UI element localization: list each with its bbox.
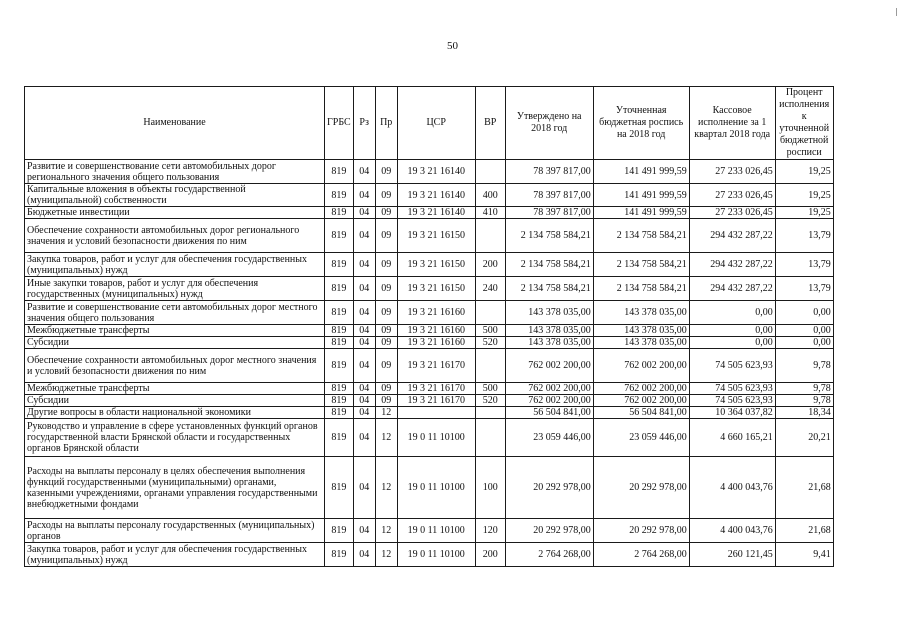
cell-vr: 500	[475, 325, 505, 337]
cell-vr	[475, 419, 505, 457]
cell-cash: 0,00	[689, 337, 775, 349]
cell-csr: 19 3 21 16170	[397, 383, 475, 395]
cell-percent: 9,78	[775, 383, 833, 395]
cell-approved: 143 378 035,00	[505, 325, 593, 337]
table-row	[25, 277, 834, 301]
cell-rz: 04	[353, 184, 375, 207]
table-row	[25, 543, 834, 567]
cell-refined: 56 504 841,00	[593, 407, 689, 419]
table-row	[25, 184, 834, 207]
cell-name: Межбюджетные трансферты	[25, 325, 325, 337]
budget-table	[24, 86, 834, 567]
cell-grbs: 819	[325, 337, 354, 349]
cell-name: Бюджетные инвестиции	[25, 207, 325, 219]
cell-approved: 762 002 200,00	[505, 395, 593, 407]
cell-approved: 762 002 200,00	[505, 383, 593, 395]
cell-refined: 2 134 758 584,21	[593, 277, 689, 301]
table-row	[25, 395, 834, 407]
cell-refined: 762 002 200,00	[593, 349, 689, 383]
cell-rz: 04	[353, 207, 375, 219]
cell-name: Иные закупки товаров, работ и услуг для обеспечения государственных (муниципальных) нужд	[25, 277, 325, 301]
cell-refined: 143 378 035,00	[593, 301, 689, 325]
cell-vr: 520	[475, 337, 505, 349]
header-percent: Процент исполнения к уточненной бюджетной росписи	[775, 87, 833, 160]
cell-grbs: 819	[325, 419, 354, 457]
cell-grbs: 819	[325, 277, 354, 301]
table-row	[25, 160, 834, 184]
cell-name: Развитие и совершенствование сети автомобильных дорог регионального значения общего пользования	[25, 160, 325, 184]
cell-pr: 09	[375, 253, 397, 277]
cell-name: Другие вопросы в области национальной экономики	[25, 407, 325, 419]
cell-csr: 19 3 21 16150	[397, 277, 475, 301]
cell-csr: 19 0 11 10100	[397, 519, 475, 543]
cell-percent: 21,68	[775, 457, 833, 519]
cell-vr	[475, 301, 505, 325]
cell-csr: 19 3 21 16170	[397, 349, 475, 383]
table-row	[25, 219, 834, 253]
cell-pr: 09	[375, 337, 397, 349]
header-cash: Кассовое исполнение за 1 квартал 2018 года	[689, 87, 775, 160]
cell-cash: 4 660 165,21	[689, 419, 775, 457]
cell-percent: 19,25	[775, 160, 833, 184]
cell-grbs: 819	[325, 383, 354, 395]
cell-approved: 143 378 035,00	[505, 301, 593, 325]
cell-pr: 09	[375, 383, 397, 395]
cell-pr: 09	[375, 184, 397, 207]
cell-csr: 19 0 11 10100	[397, 419, 475, 457]
cell-cash: 27 233 026,45	[689, 207, 775, 219]
cell-pr: 09	[375, 160, 397, 184]
cell-vr	[475, 160, 505, 184]
cell-percent: 19,25	[775, 184, 833, 207]
cell-refined: 762 002 200,00	[593, 383, 689, 395]
cell-name: Межбюджетные трансферты	[25, 383, 325, 395]
cell-vr: 410	[475, 207, 505, 219]
cell-approved: 78 397 817,00	[505, 184, 593, 207]
header-name: Наименование	[25, 87, 325, 160]
cell-vr: 240	[475, 277, 505, 301]
cell-csr: 19 3 21 16150	[397, 253, 475, 277]
cell-grbs: 819	[325, 207, 354, 219]
cell-csr	[397, 407, 475, 419]
cell-grbs: 819	[325, 457, 354, 519]
cell-rz: 04	[353, 219, 375, 253]
cell-vr: 120	[475, 519, 505, 543]
cell-approved: 78 397 817,00	[505, 207, 593, 219]
cell-percent: 0,00	[775, 325, 833, 337]
cell-refined: 141 491 999,59	[593, 207, 689, 219]
cell-pr: 12	[375, 419, 397, 457]
cell-rz: 04	[353, 325, 375, 337]
cell-refined: 762 002 200,00	[593, 395, 689, 407]
cell-grbs: 819	[325, 219, 354, 253]
cell-grbs: 819	[325, 160, 354, 184]
cell-cash: 74 505 623,93	[689, 383, 775, 395]
cell-refined: 2 764 268,00	[593, 543, 689, 567]
cell-approved: 20 292 978,00	[505, 519, 593, 543]
table-row	[25, 519, 834, 543]
cell-percent: 9,78	[775, 395, 833, 407]
cell-percent: 20,21	[775, 419, 833, 457]
cell-refined: 23 059 446,00	[593, 419, 689, 457]
cell-pr: 12	[375, 543, 397, 567]
cell-csr: 19 0 11 10100	[397, 457, 475, 519]
cell-name: Развитие и совершенствование сети автомобильных дорог местного значения общего пользования	[25, 301, 325, 325]
cell-rz: 04	[353, 277, 375, 301]
cell-name: Субсидии	[25, 337, 325, 349]
cell-grbs: 819	[325, 253, 354, 277]
cell-vr: 200	[475, 543, 505, 567]
table-row	[25, 383, 834, 395]
cell-grbs: 819	[325, 395, 354, 407]
cell-pr: 12	[375, 407, 397, 419]
header-refined: Уточненная бюджетная роспись на 2018 год	[593, 87, 689, 160]
cell-approved: 143 378 035,00	[505, 337, 593, 349]
cell-name: Закупка товаров, работ и услуг для обеспечения государственных (муниципальных) нужд	[25, 543, 325, 567]
cell-csr: 19 3 21 16140	[397, 160, 475, 184]
cell-csr: 19 3 21 16170	[397, 395, 475, 407]
cell-approved: 23 059 446,00	[505, 419, 593, 457]
cell-csr: 19 3 21 16140	[397, 184, 475, 207]
cell-grbs: 819	[325, 543, 354, 567]
cell-cash: 27 233 026,45	[689, 160, 775, 184]
cell-vr: 200	[475, 253, 505, 277]
cell-cash: 294 432 287,22	[689, 277, 775, 301]
cell-vr	[475, 349, 505, 383]
cell-rz: 04	[353, 253, 375, 277]
cell-cash: 260 121,45	[689, 543, 775, 567]
header-approved: Утверждено на 2018 год	[505, 87, 593, 160]
cell-approved: 20 292 978,00	[505, 457, 593, 519]
cell-approved: 2 134 758 584,21	[505, 277, 593, 301]
cell-approved: 78 397 817,00	[505, 160, 593, 184]
cell-rz: 04	[353, 383, 375, 395]
cell-csr: 19 3 21 16150	[397, 219, 475, 253]
header-pr: Пр	[375, 87, 397, 160]
cell-rz: 04	[353, 457, 375, 519]
cell-pr: 09	[375, 325, 397, 337]
cell-refined: 20 292 978,00	[593, 519, 689, 543]
cell-refined: 143 378 035,00	[593, 325, 689, 337]
cell-rz: 04	[353, 337, 375, 349]
cell-cash: 0,00	[689, 301, 775, 325]
cell-refined: 141 491 999,59	[593, 184, 689, 207]
cell-refined: 2 134 758 584,21	[593, 253, 689, 277]
table-header-row	[25, 87, 834, 160]
cell-vr: 500	[475, 383, 505, 395]
table-row	[25, 325, 834, 337]
cell-pr: 09	[375, 277, 397, 301]
page-number: 50	[447, 40, 458, 52]
cell-refined: 2 134 758 584,21	[593, 219, 689, 253]
table-row	[25, 207, 834, 219]
cell-percent: 18,34	[775, 407, 833, 419]
cell-percent: 9,41	[775, 543, 833, 567]
cell-name: Закупка товаров, работ и услуг для обеспечения государственных (муниципальных) нужд	[25, 253, 325, 277]
cell-name: Обеспечение сохранности автомобильных дорог местного значения и условий безопасности движения по ним	[25, 349, 325, 383]
cell-approved: 762 002 200,00	[505, 349, 593, 383]
cell-cash: 4 400 043,76	[689, 519, 775, 543]
cell-grbs: 819	[325, 519, 354, 543]
cell-csr: 19 3 21 16160	[397, 301, 475, 325]
cell-cash: 4 400 043,76	[689, 457, 775, 519]
cell-grbs: 819	[325, 407, 354, 419]
cell-grbs: 819	[325, 349, 354, 383]
cell-percent: 13,79	[775, 253, 833, 277]
cell-rz: 04	[353, 301, 375, 325]
cell-grbs: 819	[325, 325, 354, 337]
header-rz: Рз	[353, 87, 375, 160]
table-row	[25, 457, 834, 519]
cell-vr: 100	[475, 457, 505, 519]
cell-refined: 143 378 035,00	[593, 337, 689, 349]
cell-cash: 74 505 623,93	[689, 395, 775, 407]
cell-pr: 09	[375, 395, 397, 407]
cell-name: Капитальные вложения в объекты государственной (муниципальной) собственности	[25, 184, 325, 207]
cell-approved: 56 504 841,00	[505, 407, 593, 419]
cell-rz: 04	[353, 519, 375, 543]
cell-name: Руководство и управление в сфере установленных функций органов государственной власти Брянской области и государственных органов Брянской области	[25, 419, 325, 457]
cell-vr: 400	[475, 184, 505, 207]
cell-cash: 0,00	[689, 325, 775, 337]
table-row	[25, 419, 834, 457]
cell-approved: 2 764 268,00	[505, 543, 593, 567]
cell-cash: 294 432 287,22	[689, 253, 775, 277]
cell-percent: 19,25	[775, 207, 833, 219]
cell-rz: 04	[353, 407, 375, 419]
cell-grbs: 819	[325, 184, 354, 207]
cell-percent: 13,79	[775, 277, 833, 301]
cell-pr: 09	[375, 301, 397, 325]
cell-name: Расходы на выплаты персоналу государственных (муниципальных) органов	[25, 519, 325, 543]
cell-percent: 0,00	[775, 337, 833, 349]
cell-refined: 20 292 978,00	[593, 457, 689, 519]
table-row	[25, 301, 834, 325]
table-row	[25, 337, 834, 349]
cell-pr: 09	[375, 207, 397, 219]
cell-pr: 12	[375, 457, 397, 519]
cell-vr	[475, 407, 505, 419]
cell-csr: 19 3 21 16140	[397, 207, 475, 219]
cell-csr: 19 0 11 10100	[397, 543, 475, 567]
cell-name: Субсидии	[25, 395, 325, 407]
cell-approved: 2 134 758 584,21	[505, 219, 593, 253]
header-vr: ВР	[475, 87, 505, 160]
cell-percent: 9,78	[775, 349, 833, 383]
cell-percent: 0,00	[775, 301, 833, 325]
table-row	[25, 407, 834, 419]
cell-rz: 04	[353, 349, 375, 383]
cell-csr: 19 3 21 16160	[397, 325, 475, 337]
cell-rz: 04	[353, 543, 375, 567]
cell-cash: 294 432 287,22	[689, 219, 775, 253]
cell-pr: 09	[375, 349, 397, 383]
cell-name: Расходы на выплаты персоналу в целях обеспечения выполнения функций государственными (муниципальными) органами, казенными учреждениями, органами управления государственными внебюджетными фондами	[25, 457, 325, 519]
cell-vr	[475, 219, 505, 253]
cell-pr: 09	[375, 219, 397, 253]
cell-name: Обеспечение сохранности автомобильных дорог регионального значения и условий безопасности движения по ним	[25, 219, 325, 253]
cell-cash: 74 505 623,93	[689, 349, 775, 383]
cell-refined: 141 491 999,59	[593, 160, 689, 184]
cell-rz: 04	[353, 160, 375, 184]
cell-rz: 04	[353, 395, 375, 407]
cell-percent: 13,79	[775, 219, 833, 253]
table-row	[25, 349, 834, 383]
table-row	[25, 253, 834, 277]
cell-grbs: 819	[325, 301, 354, 325]
cell-rz: 04	[353, 419, 375, 457]
header-grbs: ГРБС	[325, 87, 354, 160]
cell-approved: 2 134 758 584,21	[505, 253, 593, 277]
header-csr: ЦСР	[397, 87, 475, 160]
cell-csr: 19 3 21 16160	[397, 337, 475, 349]
cell-pr: 12	[375, 519, 397, 543]
scan-edge-mark	[896, 8, 897, 16]
table-body	[25, 160, 834, 567]
cell-percent: 21,68	[775, 519, 833, 543]
cell-cash: 10 364 037,82	[689, 407, 775, 419]
cell-cash: 27 233 026,45	[689, 184, 775, 207]
cell-vr: 520	[475, 395, 505, 407]
